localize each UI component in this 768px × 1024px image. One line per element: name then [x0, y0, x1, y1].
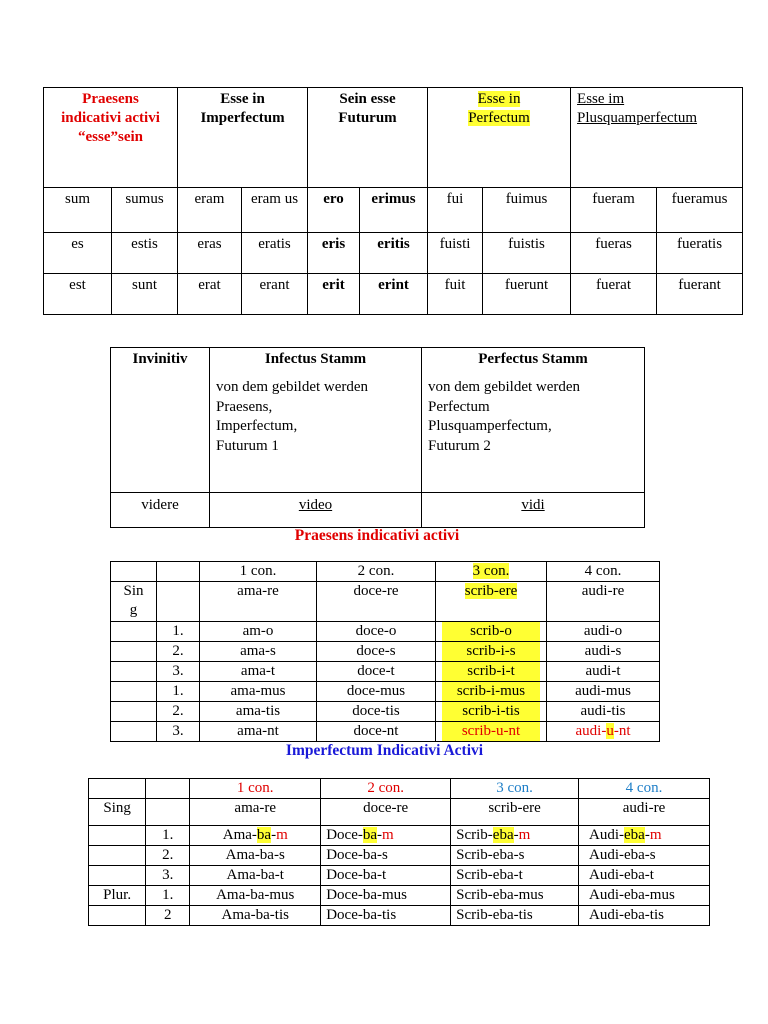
cell: ama-nt: [200, 722, 317, 742]
cell: erit: [308, 274, 360, 315]
cell: audi-t: [547, 662, 660, 682]
cell: scrib-u-nt: [436, 722, 547, 742]
cell: scrib-o: [436, 622, 547, 642]
cell: fui: [428, 188, 483, 233]
cell: scrib-i-tis: [436, 702, 547, 722]
plur-label: Plur.: [89, 886, 146, 906]
cell: audi-re: [579, 799, 710, 826]
cell: 3.: [157, 662, 200, 682]
cell: ama-re: [200, 582, 317, 622]
caption-imperfectum: Imperfectum Indicativi Activi: [285, 742, 484, 759]
cell: audi-re: [547, 582, 660, 622]
cell: Audi-eba-tis: [579, 906, 710, 926]
cell: scrib-ere: [451, 799, 579, 826]
cell: Ama-ba-tis: [190, 906, 321, 926]
table-row: [89, 826, 710, 846]
cell: 1.: [146, 886, 190, 906]
cell: fueramus: [657, 188, 743, 233]
cell: [89, 846, 146, 866]
table-row: [44, 274, 743, 315]
table-row: [89, 866, 710, 886]
cell: Doce-ba-t: [321, 866, 451, 886]
header-3-con: 3 con.: [436, 562, 547, 582]
cell: sunt: [112, 274, 178, 315]
cell: scrib-i-t: [436, 662, 547, 682]
cell: estis: [112, 233, 178, 274]
cell: scrib-i-s: [436, 642, 547, 662]
cell: Doce-ba-m: [321, 826, 451, 846]
cell: Audi-eba-t: [579, 866, 710, 886]
imperfectum-table: [88, 778, 710, 926]
sing-label: Sing: [89, 799, 146, 826]
table-row: [89, 846, 710, 866]
header-3-con: 3 con.: [451, 779, 579, 799]
infectus-stamm-cell: Infectus Stamm von dem gebildet werden Praesens, Imperfectum, Futurum 1: [210, 348, 422, 493]
header-perfectum: Esse in Perfectum: [428, 88, 571, 188]
cell: 1.: [157, 622, 200, 642]
cell: 2: [146, 906, 190, 926]
cell: doce-mus: [317, 682, 436, 702]
cell: fueratis: [657, 233, 743, 274]
header-1-con: 1 con.: [190, 779, 321, 799]
table-row: [111, 642, 660, 662]
cell: doce-o: [317, 622, 436, 642]
header-row: [89, 779, 710, 799]
cell: Ama-ba-s: [190, 846, 321, 866]
cell: fuit: [428, 274, 483, 315]
cell: ero: [308, 188, 360, 233]
header-4-con: 4 con.: [579, 779, 710, 799]
cell: Ama-ba-t: [190, 866, 321, 886]
sing-label: Sin g: [111, 582, 157, 622]
cell: Scrib-eba-s: [451, 846, 579, 866]
cell: audi-tis: [547, 702, 660, 722]
cell: fueras: [571, 233, 657, 274]
cell: [89, 866, 146, 886]
cell: erant: [242, 274, 308, 315]
cell: fuerant: [657, 274, 743, 315]
cell: vidi: [422, 493, 645, 528]
cell: Scrib-eba-mus: [451, 886, 579, 906]
cell: eram us: [242, 188, 308, 233]
stamm-table: [110, 347, 645, 528]
cell: erint: [360, 274, 428, 315]
cell: am-o: [200, 622, 317, 642]
cell: fueram: [571, 188, 657, 233]
cell: ama-mus: [200, 682, 317, 702]
perfectus-stamm-cell: Perfectus Stamm von dem gebildet werden Perfectum Plusquamperfectum, Futurum 2: [422, 348, 645, 493]
cell: eris: [308, 233, 360, 274]
cell: eritis: [360, 233, 428, 274]
cell: doce-re: [317, 582, 436, 622]
table-row: [89, 799, 710, 826]
cell: Doce-ba-tis: [321, 906, 451, 926]
cell: doce-t: [317, 662, 436, 682]
table-row: [111, 493, 645, 528]
infinitiv-header: Invinitiv: [111, 348, 210, 493]
cell: fuerat: [571, 274, 657, 315]
table-row: [89, 906, 710, 926]
header-praesens: Praesens indicativi activi “esse”sein: [44, 88, 178, 188]
cell: audi-s: [547, 642, 660, 662]
cell: audi-mus: [547, 682, 660, 702]
header-1-con: 1 con.: [200, 562, 317, 582]
cell: Audi-eba-mus: [579, 886, 710, 906]
esse-conjugation-table: [43, 87, 743, 315]
cell: es: [44, 233, 112, 274]
table-row: [89, 886, 710, 906]
cell: Ama-ba-mus: [190, 886, 321, 906]
cell: doce-nt: [317, 722, 436, 742]
cell: eratis: [242, 233, 308, 274]
cell: video: [210, 493, 422, 528]
cell: Audi-eba-m: [579, 826, 710, 846]
cell: fuimus: [483, 188, 571, 233]
header-plusquamperfectum: Esse im Plusquamperfectum: [571, 88, 743, 188]
cell: ama-tis: [200, 702, 317, 722]
cell: Scrib-eba-tis: [451, 906, 579, 926]
cell: sum: [44, 188, 112, 233]
table-row: [111, 702, 660, 722]
cell: doce-s: [317, 642, 436, 662]
cell: ama-re: [190, 799, 321, 826]
cell: 1.: [157, 682, 200, 702]
cell: eras: [178, 233, 242, 274]
cell: 3.: [146, 866, 190, 886]
cell: Ama-ba-m: [190, 826, 321, 846]
cell: 1.: [146, 826, 190, 846]
cell: Scrib-eba-m: [451, 826, 579, 846]
cell: doce-re: [321, 799, 451, 826]
header-row: [111, 562, 660, 582]
table-row: [111, 582, 660, 622]
header-2-con: 2 con.: [321, 779, 451, 799]
table-row: [44, 188, 743, 233]
cell: ama-t: [200, 662, 317, 682]
cell: eram: [178, 188, 242, 233]
caption-praesens: Praesens indicativi activi: [294, 527, 460, 544]
cell: fuisti: [428, 233, 483, 274]
cell: sumus: [112, 188, 178, 233]
table-row: [111, 682, 660, 702]
table-row: [44, 233, 743, 274]
cell: videre: [111, 493, 210, 528]
cell: scrib-ere: [436, 582, 547, 622]
cell: scrib-i-mus: [436, 682, 547, 702]
cell: Doce-ba-s: [321, 846, 451, 866]
header-4-con: 4 con.: [547, 562, 660, 582]
header-futurum: Sein esse Futurum: [308, 88, 428, 188]
cell: 2.: [157, 642, 200, 662]
header-imperfectum: Esse in Imperfectum: [178, 88, 308, 188]
header-2-con: 2 con.: [317, 562, 436, 582]
cell: est: [44, 274, 112, 315]
cell: doce-tis: [317, 702, 436, 722]
cell: fuistis: [483, 233, 571, 274]
cell: Scrib-eba-t: [451, 866, 579, 886]
cell: Doce-ba-mus: [321, 886, 451, 906]
cell: 2.: [146, 846, 190, 866]
cell: Audi-eba-s: [579, 846, 710, 866]
cell: audi-u-nt: [547, 722, 660, 742]
praesens-table: [110, 561, 660, 742]
table-row: [111, 622, 660, 642]
table-row: [111, 722, 660, 742]
table-row: [111, 662, 660, 682]
cell: [89, 906, 146, 926]
cell: ama-s: [200, 642, 317, 662]
cell: fuerunt: [483, 274, 571, 315]
cell: audi-o: [547, 622, 660, 642]
cell: 3.: [157, 722, 200, 742]
cell: erat: [178, 274, 242, 315]
cell: erimus: [360, 188, 428, 233]
cell: 2.: [157, 702, 200, 722]
